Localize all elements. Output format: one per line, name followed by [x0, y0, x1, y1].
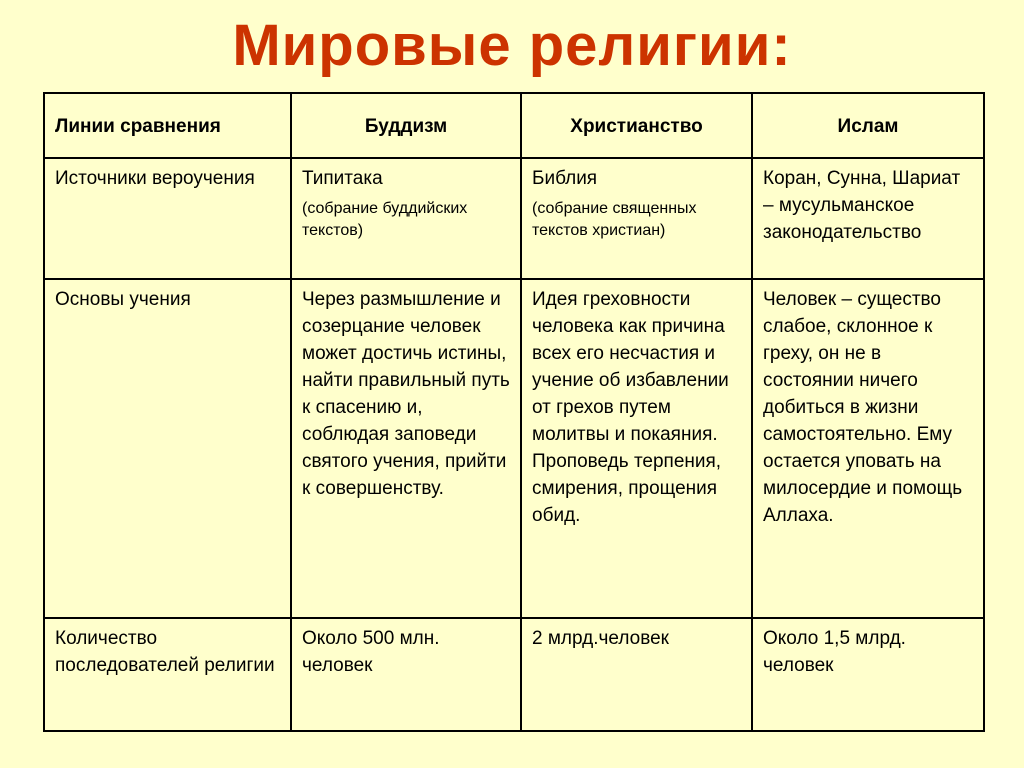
header-buddhism: Буддизм: [291, 93, 521, 158]
cell-islam-teachings: Человек – существо слабое, склонное к греху, он не в состоянии ничего добиться в жизни самостоятельно. Ему остается уповать на милосердие и помощь Аллаха.: [752, 279, 984, 617]
row-label-followers: Количество последователей религии: [44, 618, 291, 731]
cell-main-text: Коран, Сунна, Шариат – мусульманское законодательство: [763, 167, 961, 243]
row-label-teachings: Основы учения: [44, 279, 291, 617]
cell-main-text: Библия: [532, 167, 598, 189]
cell-islam-sources: [752, 158, 984, 280]
cell-christianity-followers: 2 млрд.человек: [521, 618, 752, 731]
page-title: Мировые религии:: [232, 13, 792, 78]
header-christianity: Христианство: [521, 93, 752, 158]
table-row: [44, 279, 984, 617]
cell-main-text: Типитака: [302, 167, 383, 189]
cell-islam-followers: Около 1,5 млрд. человек: [752, 618, 984, 731]
table-header-row: [44, 93, 984, 158]
table-row: [44, 158, 984, 280]
cell-buddhism-followers: Около 500 млн. человек: [291, 618, 521, 731]
cell-buddhism-teachings: Через размышление и созерцание человек может достичь истины, найти правильный путь к спасению и, соблюдая заповеди святого учения, прийти к совершенству.: [291, 279, 521, 617]
cell-note-text: (собрание буддийских текстов): [302, 199, 468, 239]
cell-note-text: (собрание священных текстов христиан): [532, 199, 697, 239]
comparison-table: [43, 92, 985, 732]
cell-buddhism-sources: [291, 158, 521, 280]
header-label-cell: Линии сравнения: [44, 93, 291, 158]
row-label-sources: Источники вероучения: [44, 158, 291, 280]
cell-christianity-teachings: Идея греховности человека как причина всех его несчастия и учение об избавлении от грехов путем молитвы и покаяния. Проповедь терпения, смирения, прощения обид.: [521, 279, 752, 617]
header-islam: Ислам: [752, 93, 984, 158]
cell-christianity-sources: [521, 158, 752, 280]
table-row: [44, 618, 984, 731]
